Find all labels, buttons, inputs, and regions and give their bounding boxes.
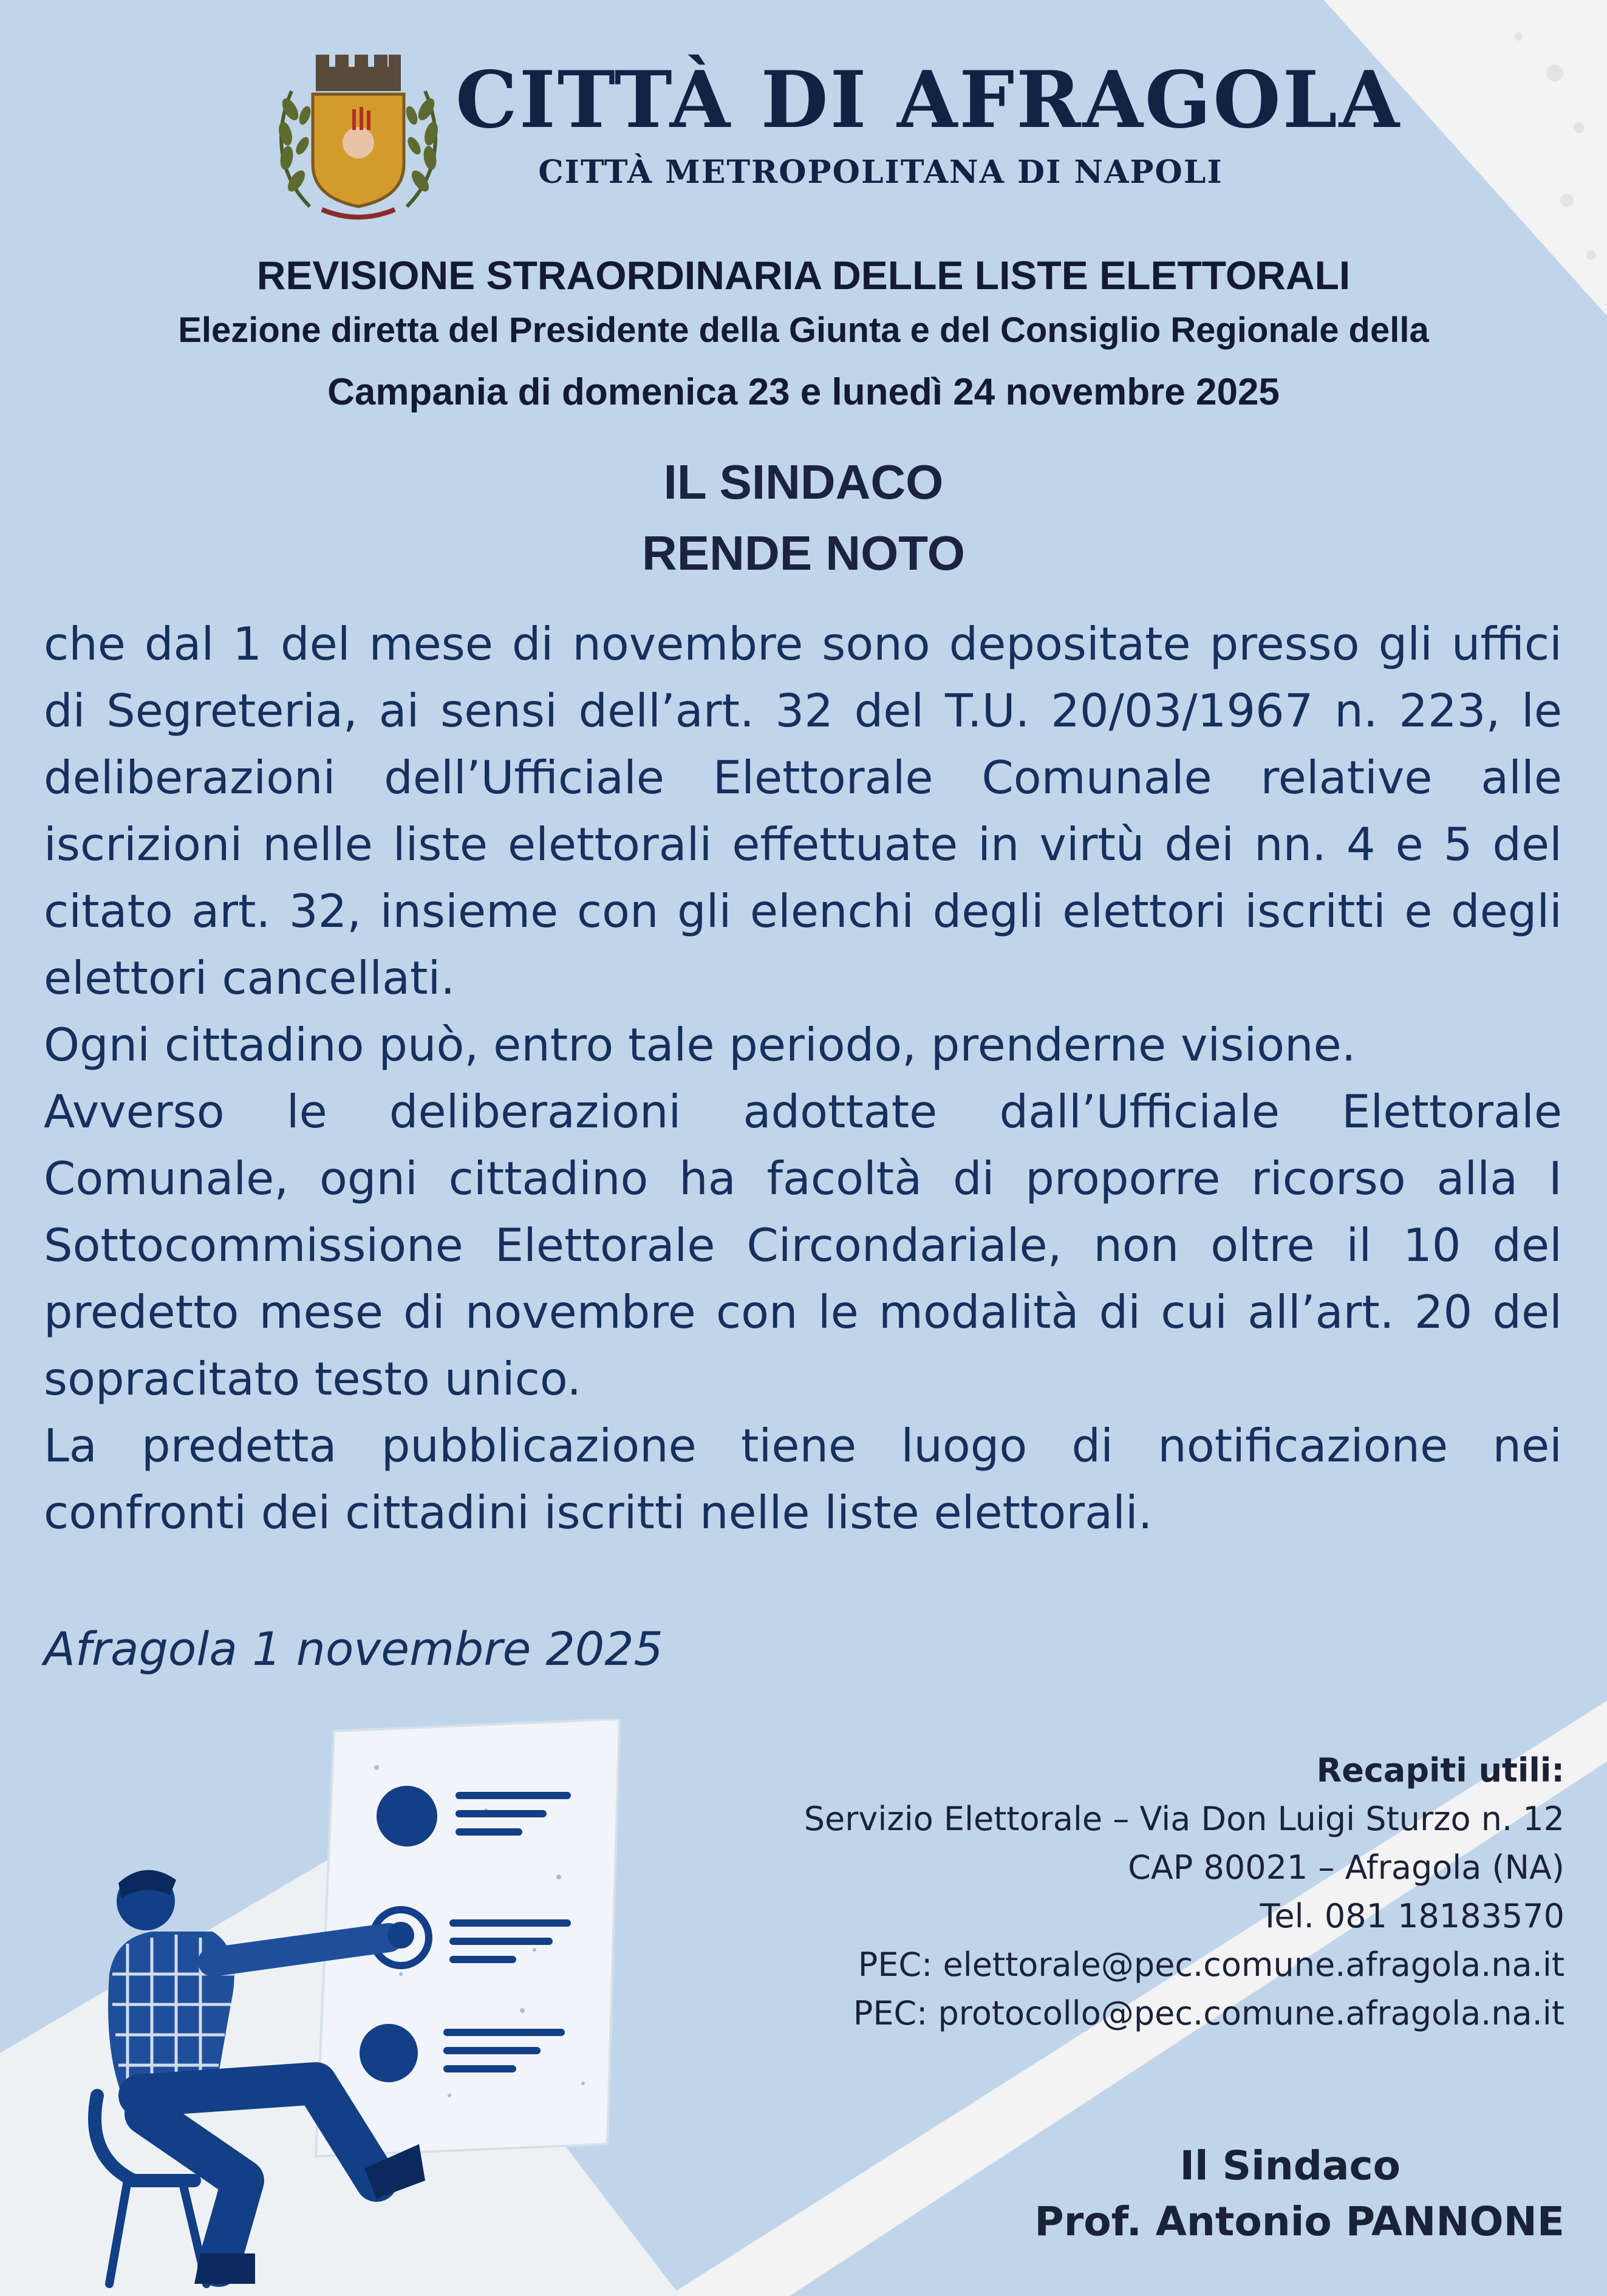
notice-date: Afragola 1 novembre 2025 [44,1622,663,1676]
contacts-title: Recapiti utili: [1316,1751,1564,1789]
body-paragraph-4: La predetta pubblicazione tiene luogo di notificazione nei confronti dei cittadini iscritti nelle liste elettorali. [44,1419,1562,1539]
body-paragraph-1: che dal 1 del mese di novembre sono depositate presso gli uffici di Segreteria, ai sensi dell’art. 32 del T.U. 20/03/1967 n. 223, le deliberazioni dell’Ufficiale Elettorale Comunale relative alle iscrizioni nelle liste elettorali effettuate in virtù dei nn. 4 e 5 del citato art. 32, insieme con gli elenchi degli elettori iscritti e degli elettori cancellati. [44,617,1562,1005]
body-paragraph-3: Avverso le deliberazioni adottate dall’Ufficiale Elettorale Comunale, ogni cittadino ha facoltà di proporre ricorso alla I Sottocommissione Elettorale Circondariale, non oltre il 10 del predetto mese di novembre con le modalità di cui all’art. 20 del sopracitato testo unico. [44,1085,1562,1406]
notice-title: REVISIONE STRAORDINARIA DELLE LISTE ELETTORALI [256,253,1351,298]
city-crest-icon [267,43,449,231]
notice-subtitle-line1: Elezione diretta del Presidente della Giunta e del Consiglio Regionale della [178,310,1429,350]
announces-heading: RENDE NOTO [642,526,965,580]
signature-block [836,2138,1564,2250]
contacts-block [714,1746,1564,2038]
mayor-heading: IL SINDACO [663,455,944,509]
signature-role: Il Sindaco [1179,2142,1401,2189]
person-ballot-checklist-illustration [61,1719,644,2296]
signature-name: Prof. Antonio PANNONE [1034,2198,1564,2245]
header [267,36,1401,237]
body-paragraph-2: Ogni cittadino può, entro tale periodo, prenderne visione. [44,1018,1356,1071]
city-title: CITTÀ DI AFRAGOLA [455,55,1401,146]
notice-body [44,610,1562,1546]
contact-pec-protocollo[interactable]: PEC: protocollo@pec.comune.afragola.na.it [853,1994,1564,2032]
contact-pec-elettorale[interactable]: PEC: elettorale@pec.comune.afragola.na.it [858,1946,1564,1984]
contact-phone: Tel. 081 18183570 [1260,1897,1564,1935]
contact-address: Servizio Elettorale – Via Don Luigi Sturzo n. 12 [803,1800,1564,1838]
notice-subtitle-line2: Campania di domenica 23 e lunedì 24 novembre 2025 [327,371,1280,413]
contact-postcode: CAP 80021 – Afragola (NA) [1128,1848,1564,1887]
city-subtitle: CITTÀ METROPOLITANA DI NAPOLI [538,154,1223,191]
